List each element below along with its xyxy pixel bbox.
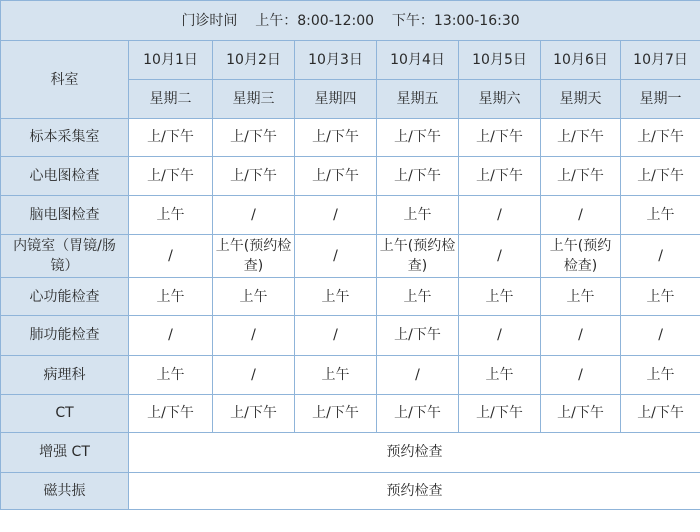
schedule-cell: 上午 xyxy=(459,356,541,395)
schedule-cell: 上午 xyxy=(295,356,377,395)
schedule-cell: / xyxy=(295,315,377,355)
date-header-row xyxy=(1,41,700,80)
schedule-cell: 上/下午 xyxy=(459,118,541,156)
date-header: 10月3日 xyxy=(295,41,377,80)
schedule-cell: 上/下午 xyxy=(541,118,621,156)
department-name: 脑电图检查 xyxy=(1,195,129,234)
table-row xyxy=(1,472,700,509)
weekday-header: 星期五 xyxy=(377,80,459,119)
clinic-hours-row xyxy=(1,1,700,41)
department-name: 心功能检查 xyxy=(1,278,129,316)
schedule-cell: / xyxy=(541,315,621,355)
schedule-cell: 上/下午 xyxy=(213,394,295,432)
schedule-cell: 上午 xyxy=(129,278,213,316)
table-row xyxy=(1,356,700,395)
date-header: 10月1日 xyxy=(129,41,213,80)
department-name: 标本采集室 xyxy=(1,118,129,156)
schedule-merged-cell: 预约检查 xyxy=(129,432,700,472)
schedule-cell: 上/下午 xyxy=(377,315,459,355)
schedule-cell: 上/下午 xyxy=(295,394,377,432)
schedule-cell: 上/下午 xyxy=(459,156,541,195)
date-header: 10月6日 xyxy=(541,41,621,80)
weekday-header: 星期二 xyxy=(129,80,213,119)
department-name: 病理科 xyxy=(1,356,129,395)
schedule-cell: 上午 xyxy=(377,278,459,316)
schedule-cell: 上午 xyxy=(621,356,700,395)
schedule-cell: 上/下午 xyxy=(129,156,213,195)
schedule-cell: 上/下午 xyxy=(213,118,295,156)
schedule-cell: 上/下午 xyxy=(621,394,700,432)
table-row xyxy=(1,156,700,195)
schedule-cell: 上午 xyxy=(541,278,621,316)
schedule-cell: 上午(预约检查) xyxy=(213,234,295,277)
weekday-header: 星期四 xyxy=(295,80,377,119)
schedule-cell: 上/下午 xyxy=(377,118,459,156)
department-name: 肺功能检查 xyxy=(1,315,129,355)
schedule-cell: 上午(预约检查) xyxy=(377,234,459,277)
schedule-cell: 上/下午 xyxy=(295,118,377,156)
schedule-cell: / xyxy=(129,234,213,277)
schedule-cell: 上/下午 xyxy=(129,394,213,432)
schedule-cell: 上午 xyxy=(377,195,459,234)
schedule-cell: / xyxy=(541,356,621,395)
schedule-cell: 上/下午 xyxy=(377,394,459,432)
table-row xyxy=(1,432,700,472)
afternoon-hours: 下午：13:00-16:30 xyxy=(391,12,520,29)
weekday-header: 星期三 xyxy=(213,80,295,119)
morning-hours: 上午：8:00-12:00 xyxy=(255,12,375,29)
schedule-cell: 上午(预约检查) xyxy=(541,234,621,277)
date-header: 10月2日 xyxy=(213,41,295,80)
weekday-header: 星期天 xyxy=(541,80,621,119)
schedule-cell: 上午 xyxy=(459,278,541,316)
weekday-header: 星期一 xyxy=(621,80,700,119)
schedule-cell: / xyxy=(541,195,621,234)
schedule-cell: 上/下午 xyxy=(295,156,377,195)
schedule-cell: 上午 xyxy=(213,278,295,316)
schedule-cell: 上午 xyxy=(621,195,700,234)
schedule-cell: / xyxy=(459,315,541,355)
schedule-cell: / xyxy=(295,234,377,277)
clinic-hours-cell xyxy=(1,1,700,41)
department-name: 内镜室（胃镜/肠镜） xyxy=(1,234,129,277)
department-header: 科室 xyxy=(1,41,129,119)
schedule-cell: 上/下午 xyxy=(459,394,541,432)
schedule-cell: 上/下午 xyxy=(129,118,213,156)
schedule-cell: / xyxy=(621,234,700,277)
schedule-cell: / xyxy=(377,356,459,395)
table-row xyxy=(1,118,700,156)
department-name: 心电图检查 xyxy=(1,156,129,195)
department-name: 磁共振 xyxy=(1,472,129,509)
schedule-cell: 上午 xyxy=(295,278,377,316)
table-row xyxy=(1,234,700,277)
schedule-cell: 上午 xyxy=(129,195,213,234)
schedule-cell: 上午 xyxy=(129,356,213,395)
schedule-cell: 上/下午 xyxy=(621,118,700,156)
weekday-header: 星期六 xyxy=(459,80,541,119)
schedule-cell: / xyxy=(621,315,700,355)
table-row xyxy=(1,278,700,316)
schedule-cell: / xyxy=(213,356,295,395)
date-header: 10月4日 xyxy=(377,41,459,80)
schedule-cell: 上/下午 xyxy=(621,156,700,195)
schedule-cell: 上/下午 xyxy=(213,156,295,195)
table-row xyxy=(1,315,700,355)
schedule-cell: / xyxy=(295,195,377,234)
schedule-merged-cell: 预约检查 xyxy=(129,472,700,509)
clinic-hours-label: 门诊时间 xyxy=(181,12,238,29)
department-name: 增强 CT xyxy=(1,432,129,472)
schedule-cell: / xyxy=(459,234,541,277)
table-row xyxy=(1,195,700,234)
date-header: 10月5日 xyxy=(459,41,541,80)
schedule-cell: / xyxy=(459,195,541,234)
schedule-cell: / xyxy=(129,315,213,355)
date-header: 10月7日 xyxy=(621,41,700,80)
schedule-cell: 上/下午 xyxy=(377,156,459,195)
schedule-cell: 上/下午 xyxy=(541,156,621,195)
schedule-cell: / xyxy=(213,315,295,355)
table-row xyxy=(1,394,700,432)
schedule-cell: 上/下午 xyxy=(541,394,621,432)
schedule-cell: / xyxy=(213,195,295,234)
schedule-cell: 上午 xyxy=(621,278,700,316)
department-name: CT xyxy=(1,394,129,432)
